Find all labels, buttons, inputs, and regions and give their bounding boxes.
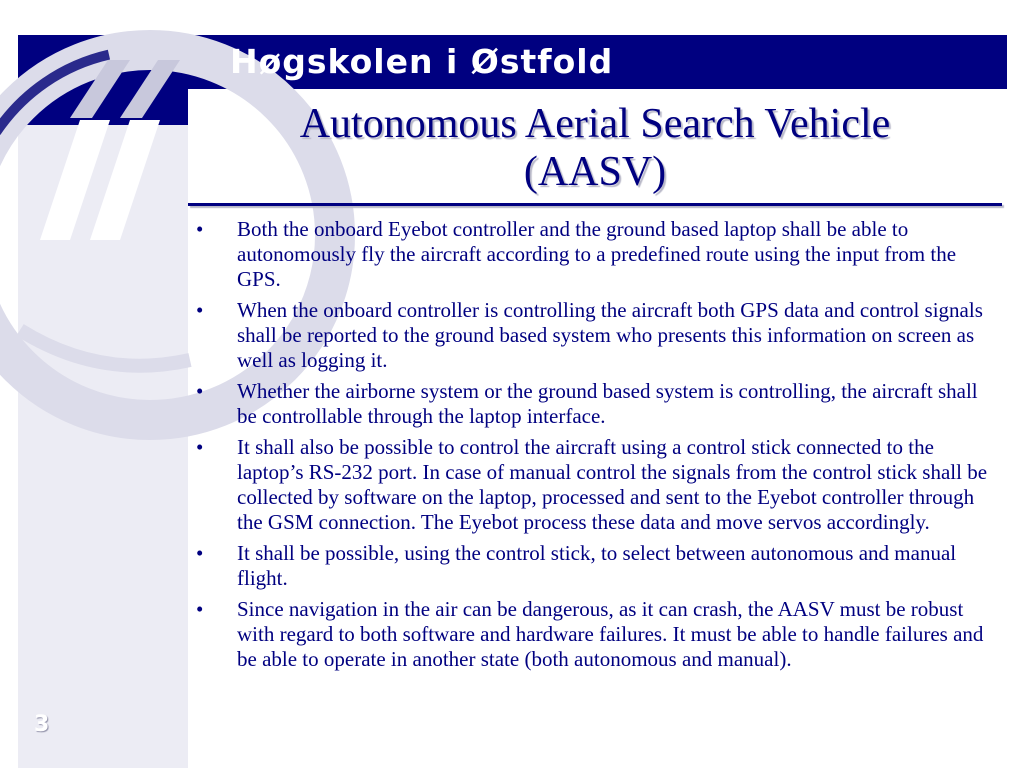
bullet-dot-icon: • xyxy=(196,597,204,621)
bullet-text: Since navigation in the air can be dangerous, as it can crash, the AASV must be robust with regard to both software and hardware failures. It must be able to handle failures and be able to operate in another state (both autonomous and manual). xyxy=(237,597,984,671)
bullet-dot-icon: • xyxy=(196,435,204,459)
bullet-dot-icon: • xyxy=(196,541,204,565)
bullet-text: It shall also be possible to control the aircraft using a control stick connected to the laptop’s RS-232 port. In case of manual control the signals from the control stick shall be collected by software on the laptop, processed and sent to the Eyebot controller through the GSM connection. The Eyebot process these data and move servos accordingly. xyxy=(237,435,988,534)
bullet-item xyxy=(196,541,996,591)
slide-title-line-2: (AASV) xyxy=(523,149,667,195)
bullet-dot-icon: • xyxy=(196,217,204,241)
bullet-text: It shall be possible, using the control stick, to select between autonomous and manual flight. xyxy=(237,541,957,590)
bullet-item xyxy=(196,435,996,535)
slide-title xyxy=(190,100,1000,196)
slide-number: 3 xyxy=(34,712,50,737)
bullet-dot-icon: • xyxy=(196,379,204,403)
bullet-item xyxy=(196,597,996,672)
bullet-list xyxy=(196,217,996,678)
title-underline xyxy=(188,203,1002,206)
bullet-item xyxy=(196,298,996,373)
bullet-text: Both the onboard Eyebot controller and the ground based laptop shall be able to autonomously fly the aircraft according to a predefined route using the input from the GPS. xyxy=(237,217,957,291)
bullet-item xyxy=(196,379,996,429)
bullet-text: Whether the airborne system or the ground based system is controlling, the aircraft shall be controllable through the laptop interface. xyxy=(237,379,978,428)
slide-title-line-1: Autonomous Aerial Search Vehicle xyxy=(299,101,891,147)
bullet-item xyxy=(196,217,996,292)
institution-name: Høgskolen i Østfold xyxy=(230,42,614,81)
bullet-dot-icon: • xyxy=(196,298,204,322)
bullet-text: When the onboard controller is controlling the aircraft both GPS data and control signals shall be reported to the ground based system who presents this information on screen as well as logging it. xyxy=(237,298,983,372)
